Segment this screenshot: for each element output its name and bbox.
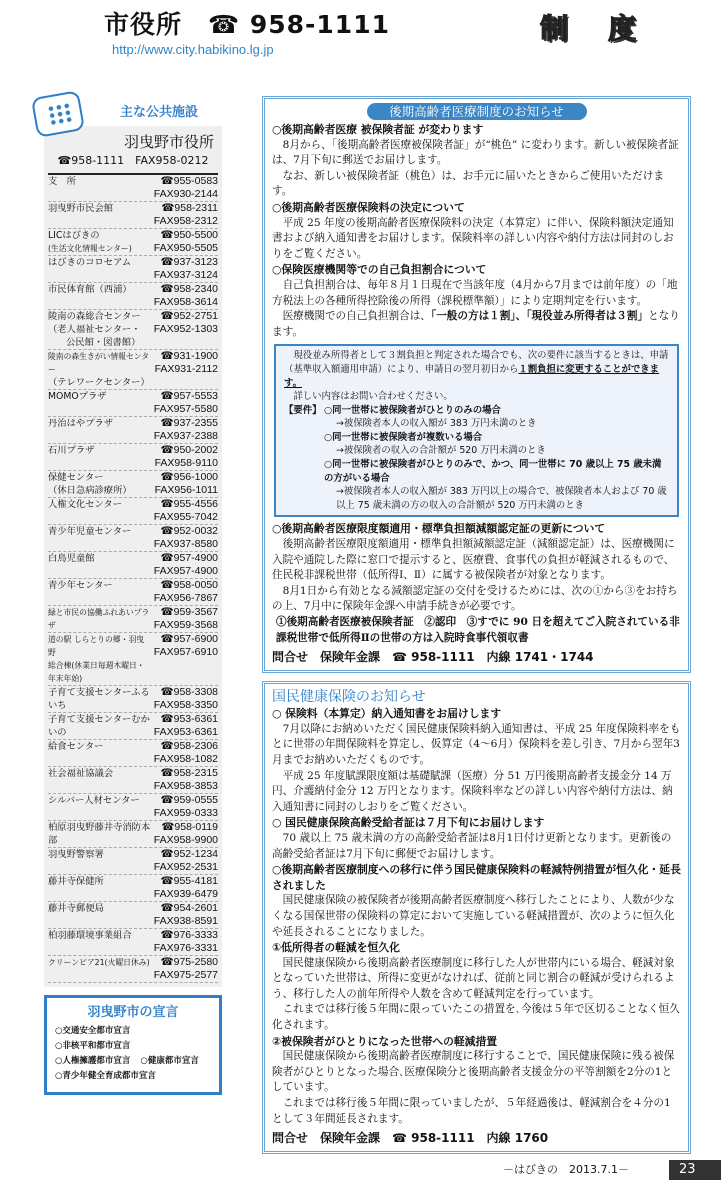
city-hall-phone: 市役所 ☎ 958-1111 xyxy=(104,10,390,39)
tel-number: ☎955-0583 xyxy=(160,175,218,187)
facility-name-line: 総合棟(休業日毎週木曜日・年末年始) xyxy=(48,661,145,683)
declaration-item: ○青少年健全育成都市宣言 xyxy=(55,1071,156,1081)
paragraph: 8月から、「後期高齢者医療被保険者証」が“桃色” に変わります。新しい被保険者証は、7月下旬に郵送でお届けします。 xyxy=(272,138,679,167)
facility-row xyxy=(48,848,218,875)
facility-row xyxy=(48,498,218,525)
facility-name xyxy=(48,902,151,928)
facility-name xyxy=(48,417,151,443)
facility-name-line: シルバー人材センター xyxy=(48,795,140,806)
fax-number: FAX937-2388 xyxy=(153,430,218,442)
fax-number: FAX939-6479 xyxy=(153,888,218,900)
facility-name xyxy=(48,633,151,685)
fax-number: FAX952-1303 xyxy=(153,323,218,335)
fax-number: FAX952-2531 xyxy=(153,861,218,873)
text: となります。 xyxy=(272,310,680,338)
facility-name-line: 給食センター xyxy=(48,741,104,752)
facility-name xyxy=(48,229,151,255)
tel-number: ☎953-6361 xyxy=(160,713,218,725)
paragraph: 詳しい内容はお問い合わせください。 xyxy=(293,391,453,403)
section-heading: ○ 保険料（本算定）納入通知書をお届けします xyxy=(272,707,502,721)
tel-number: ☎952-2751 xyxy=(160,310,218,322)
city-hall-numbers: ☎958-1111 FAX958-0212 xyxy=(48,152,218,175)
facility-name-line: 柏原羽曳野藤井寺消防本部 xyxy=(48,822,151,846)
fax-number: FAX958-3350 xyxy=(153,699,218,711)
facility-row xyxy=(48,175,218,202)
page-number: 23 xyxy=(669,1160,721,1180)
facility-name-line: 羽曳野市民会館 xyxy=(48,203,114,214)
sidebar-title: 主な公共施設 xyxy=(120,105,199,120)
facility-name xyxy=(48,390,151,416)
tel-number: ☎931-1900 xyxy=(160,350,218,362)
fax-number: FAX958-3853 xyxy=(153,780,218,792)
facility-name xyxy=(48,875,151,901)
facility-name xyxy=(48,686,151,712)
facility-row xyxy=(48,350,218,390)
section-heading: ○保険医療機関等での自己負担割合について xyxy=(272,263,487,277)
facility-name xyxy=(48,552,151,578)
tel-number: ☎956-1000 xyxy=(160,471,218,483)
facility-name-line: 保健センター xyxy=(48,472,104,483)
declaration-item: ○交通安全都市宣言 xyxy=(55,1026,131,1036)
tel-number: ☎937-2355 xyxy=(160,417,218,429)
tel-number: ☎952-1234 xyxy=(160,848,218,860)
facility-name-line: 白鳥児童館 xyxy=(48,553,95,564)
facility-name-line: （休日急病診療所） xyxy=(48,485,132,496)
tel-number: ☎955-4556 xyxy=(160,498,218,510)
requirement: ○同一世帯に被保険者が複数いる場合 xyxy=(324,431,483,443)
facility-name xyxy=(48,848,151,874)
fax-number: FAX937-3124 xyxy=(153,269,218,281)
right-column xyxy=(262,96,696,1180)
facility-name xyxy=(48,767,151,793)
facility-name xyxy=(48,498,151,524)
tel-number: ☎937-3123 xyxy=(160,256,218,268)
facility-row xyxy=(48,444,218,471)
requirement: ○同一世帯に被保険者がひとりのみの場合 xyxy=(324,404,501,416)
facility-row xyxy=(48,606,218,633)
facility-row xyxy=(48,229,218,256)
telephone-icon xyxy=(31,90,85,138)
fax-number: FAX958-9900 xyxy=(153,834,218,846)
tel-number: ☎958-3308 xyxy=(160,686,218,698)
facility-name xyxy=(48,740,151,766)
text: 現役並み所得者として３割負担と判定された場合でも、次の要件に該当するときは、申請（基準収入額適用申請）により、申請日の翌月初日から xyxy=(284,350,669,375)
facility-name-line: 支 所 xyxy=(48,176,76,187)
facility-row xyxy=(48,956,218,983)
facility-name xyxy=(48,579,151,605)
facility-name-line: 子育て支援センターむかいの xyxy=(48,714,150,738)
fax-number: FAX930-2144 xyxy=(153,188,218,200)
facility-row xyxy=(48,256,218,283)
city-url-link[interactable]: http://www.city.habikino.lg.jp xyxy=(112,42,274,57)
contact-info: 問合せ 保険年金課 ☎ 958-1111 内線 1741・1744 xyxy=(272,650,594,665)
national-health-insurance-notice xyxy=(262,681,691,1154)
required-items: ①後期高齢者医療被保険者証 ②認印 ③すでに 90 日を超えてご入院されている非課税世帯で低所得Ⅱの世帯の方は入院時食事代領収書 xyxy=(276,616,680,644)
tel-number: ☎958-2340 xyxy=(160,283,218,295)
paragraph xyxy=(284,349,669,390)
tel-number: ☎958-2315 xyxy=(160,767,218,779)
facility-name xyxy=(48,606,151,632)
fax-number: FAX958-1082 xyxy=(153,753,218,765)
facility-name-line: 石川プラザ xyxy=(48,445,95,456)
facility-row xyxy=(48,821,218,848)
declarations-title: 羽曳野市の宣言 xyxy=(87,1005,179,1020)
facility-row xyxy=(48,633,218,686)
emphasis: 「一般の方は１割」、「現役並み所得者は３割」 xyxy=(430,310,649,323)
facility-name-line: 青少年児童センター xyxy=(48,526,132,537)
declaration-item: ○健康都市宣言 xyxy=(140,1056,199,1066)
facility-name-line: 陵南の森生きがい情報センター xyxy=(48,352,150,374)
fax-number: FAX957-4900 xyxy=(153,565,218,577)
paragraph: 70 歳以上 75 歳未満の方の高齢受給者証は8月1日付け更新となります。更新後の高齢受給者証は7月下旬に郵便でお届けします。 xyxy=(272,831,672,860)
late-elderly-medical-notice xyxy=(262,96,691,673)
requirement: ○同一世帯に被保険者がひとりのみで、かつ、同一世帯に 70 歳以上 75 歳未満の方がいる場合 xyxy=(324,459,662,484)
paragraph: これまでは移行後５年間に限っていましたが、５年経過後は、軽減割合を４分の1として３年間延長されます。 xyxy=(272,1097,671,1125)
tel-number: ☎954-2601 xyxy=(160,902,218,914)
facility-list xyxy=(48,175,218,983)
facility-name xyxy=(48,929,151,955)
facility-name-line: 羽曳野警察署 xyxy=(48,849,104,860)
emphasis: １割負担に変更することができます。 xyxy=(284,363,660,389)
issue-date: －はびきの 2013.7.1－ xyxy=(503,1163,629,1177)
paragraph: 平成 25 年度の後期高齢者医療保険料の決定（本算定）に伴い、保険料額決定通知書および納入通知書をお届けします。保険料率の詳しい内容や納付方法は同封のしおりをご覧ください。 xyxy=(272,216,674,260)
fax-number: FAX957-5580 xyxy=(153,403,218,415)
facility-name xyxy=(48,794,151,820)
declarations-box xyxy=(44,995,222,1095)
fax-number: FAX955-7042 xyxy=(153,511,218,523)
paragraph: 国民健康保険から後期高齢者医療制度に移行した人が世帯内にいる場合、軽減対象となっていた世帯は、所得に変更がなければ、従前と同じ割合の軽減が受けられるよう、移行した人の前年所得や人数を含めて軽減判定を行っています。 xyxy=(272,956,675,1000)
facility-name xyxy=(48,256,151,282)
facility-row xyxy=(48,794,218,821)
fax-number: FAX959-3568 xyxy=(153,619,218,631)
fax-number: FAX958-2312 xyxy=(153,215,218,227)
facility-name xyxy=(48,202,151,228)
paragraph: なお、新しい被保険者証（桃色）は、お手元に届いたときからご使用いただけます。 xyxy=(272,169,664,198)
page-footer xyxy=(262,1160,721,1180)
fax-number: FAX931-2112 xyxy=(154,363,218,375)
paragraph: 後期高齢者医療限度額適用・標準負担額減額認定証（減額認定証）は、医療機関に入院や通院した際に窓口で提示すると、医療費、食事代の負担が軽減されるもので、住民税非課税世帯（低所得Ⅰ、Ⅱ）に属する被保険者が対象となります。 xyxy=(272,538,675,582)
fax-number: FAX950-5505 xyxy=(153,242,218,254)
fax-number: FAX958-9110 xyxy=(154,457,218,469)
facility-name-line: 柏羽藤環境事業組合 xyxy=(48,930,132,941)
facility-row xyxy=(48,579,218,606)
fax-number: FAX957-6910 xyxy=(153,646,218,658)
fax-number: FAX956-7867 xyxy=(153,592,218,604)
facility-name-line: 藤井寺保健所 xyxy=(48,876,104,887)
fax-number: FAX938-8591 xyxy=(153,915,218,927)
tel-number: ☎950-5500 xyxy=(160,229,218,241)
tel-number: ☎955-4181 xyxy=(160,875,218,887)
facility-name xyxy=(48,175,151,201)
tel-number: ☎958-0119 xyxy=(161,821,218,833)
facility-name xyxy=(48,821,151,847)
tel-number: ☎957-5553 xyxy=(160,390,218,402)
facility-name-line: 藤井寺郵便局 xyxy=(48,903,104,914)
tel-number: ☎957-6900 xyxy=(160,633,218,645)
facility-name-line: 子育て支援センターふるいち xyxy=(48,687,150,711)
facility-name-line: クリーンピア21(火曜日休み) xyxy=(48,958,150,967)
facility-name-line: LICはびきの xyxy=(48,230,100,241)
tel-number: ☎958-0050 xyxy=(160,579,218,591)
section-heading: ○後期高齢者医療保険料の決定について xyxy=(272,200,465,214)
facility-row xyxy=(48,417,218,444)
facility-row xyxy=(48,202,218,229)
facility-row xyxy=(48,875,218,902)
tel-number: ☎957-4900 xyxy=(160,552,218,564)
facility-name-line: 市民体育館（西浦） xyxy=(48,284,132,295)
facility-row xyxy=(48,310,218,350)
paragraph xyxy=(272,309,681,340)
tel-number: ☎950-2002 xyxy=(160,444,218,456)
facility-row xyxy=(48,902,218,929)
paragraph: 国民健康保険の被保険者が後期高齢者医療制度へ移行したことにより、人数が少なくなる国保世帯の保険料の算定において実施している軽減措置が、次のように恒久化や延長されることになりました。 xyxy=(272,894,675,938)
facility-name xyxy=(48,525,151,551)
facility-name-line: MOMOプラザ xyxy=(48,391,107,402)
facility-name-line: 社会福祉協議会 xyxy=(48,768,114,779)
facility-name xyxy=(48,956,151,982)
fax-number: FAX937-8580 xyxy=(153,538,218,550)
section-category: 制度 xyxy=(540,12,677,45)
paragraph: 8月1日から有効となる減額認定証の交付を受けるためには、次の①から③をお持ちの上、7月中に保険年金課へ申請手続きが必要です。 xyxy=(272,584,678,613)
facility-row xyxy=(48,525,218,552)
tel-number: ☎959-0555 xyxy=(160,794,218,806)
facility-name xyxy=(48,310,151,349)
facility-name-line: （老人福祉センター・ xyxy=(48,324,141,335)
facility-name xyxy=(48,283,151,309)
facility-name-line: 丹治はやプラザ xyxy=(48,418,114,429)
requirements-label: 【要件】 xyxy=(284,404,322,416)
facility-row xyxy=(48,686,218,713)
section-heading: ○ 国民健康保険高齢受給者証は７月下旬にお届けします xyxy=(272,816,545,830)
section-heading: ①低所得者の軽減を恒久化 xyxy=(272,941,400,955)
fax-number: FAX953-6361 xyxy=(153,726,218,738)
notice-title: 後期高齢者医療制度のお知らせ xyxy=(367,103,587,120)
facility-row xyxy=(48,283,218,310)
facility-name xyxy=(48,471,152,497)
facility-row xyxy=(48,767,218,794)
facility-name-line: 公民館・図書館） xyxy=(66,337,141,348)
facility-name xyxy=(48,713,151,739)
facility-name xyxy=(48,350,152,389)
fax-number: FAX959-0333 xyxy=(153,807,218,819)
tel-number: ☎958-2311 xyxy=(161,202,218,214)
declaration-item: ○人権擁護都市宣言 xyxy=(55,1056,131,1066)
tel-number: ☎959-3567 xyxy=(160,606,218,618)
paragraph: 自己負担割合は、毎年８月１日現在で当該年度（4月から7月までは前年度）の「地方税法上の各種所得控除後の所得（課税標準額）」により定期判定を行います。 xyxy=(272,278,678,307)
public-facilities-sidebar xyxy=(44,100,222,1095)
notice-title: 国民健康保険のお知らせ xyxy=(272,689,426,706)
section-heading: ○後期高齢者医療制度への移行に伴う国民健康保険料の軽減特例措置が恒久化・延長されました xyxy=(272,863,681,892)
facility-name-line: 道の駅 しらとりの郷・羽曳野 xyxy=(48,635,145,657)
fax-number: FAX956-1011 xyxy=(154,484,218,496)
section-heading: ②被保険者がひとりになった世帯への軽減措置 xyxy=(272,1034,498,1048)
requirements-box xyxy=(274,344,679,517)
fax-number: FAX975-2577 xyxy=(153,969,218,981)
facility-name xyxy=(48,444,152,470)
tel-number: ☎975-2580 xyxy=(160,956,218,968)
fax-number: FAX976-3331 xyxy=(153,942,218,954)
facility-name-line: はびきのコロセアム xyxy=(48,257,132,268)
section-heading: ○後期高齢者医療限度額適用・標準負担額減額認定証の更新について xyxy=(272,522,606,536)
requirement-detail: →被保険者本人の収入額が 383 万円未満のとき xyxy=(336,418,537,430)
declaration-item: ○非核平和都市宣言 xyxy=(55,1041,131,1051)
requirement-detail: →被保険者の収入の合計額が 520 万円未満のとき xyxy=(336,445,546,457)
facility-name-line: 陵南の森総合センター xyxy=(48,311,141,322)
facility-row xyxy=(48,929,218,956)
tel-number: ☎952-0032 xyxy=(160,525,218,537)
tel-number: ☎976-3333 xyxy=(160,929,218,941)
text: 医療機関での自己負担割合は、 xyxy=(282,310,431,323)
facility-name-line: (生活文化情報センター) xyxy=(48,244,132,253)
paragraph: 7月以降にお納めいただく国民健康保険料納入通知書は、平成 25 年度保険料率をもとに世帯の年間保険料を算定し、仮算定（4～6月）保険料を差し引き、7月から翌年3月までお納めいただくものです。 xyxy=(272,722,681,766)
facility-row xyxy=(48,740,218,767)
city-hall-name: 羽曳野市役所 xyxy=(123,133,214,151)
facility-row xyxy=(48,713,218,740)
requirement-detail: →被保険者本人の収入額が 383 万円以上の場合で、被保険者本人および 70 歳以上 75 歳未満の方の収入の合計額が 520 万円未満のとき xyxy=(336,486,667,511)
section-heading: ○後期高齢者医療 被保険者証 が変わります xyxy=(272,123,484,136)
facility-row xyxy=(48,390,218,417)
paragraph: これまでは移行後５年間に限っていたこの措置を､今後は５年で区切ることなく恒久化されます。 xyxy=(272,1003,680,1032)
fax-number: FAX958-3614 xyxy=(153,296,218,308)
facility-name-line: 人権文化センター xyxy=(48,499,123,510)
facility-name-line: （テレワークセンター） xyxy=(48,377,150,388)
facility-row xyxy=(48,552,218,579)
facility-name-line: 青少年センター xyxy=(48,580,113,591)
facility-name-line: 緑と市民の協働ふれあいプラザ xyxy=(48,608,150,630)
facility-row xyxy=(48,471,218,498)
tel-number: ☎958-2306 xyxy=(160,740,218,752)
paragraph: 平成 25 年度賦課限度額は基礎賦課（医療）分 51 万円後期高齢者支援金分 14 万円、介護納付金分 12 万円となります。保険料率などの詳しい内容や納付方法は、納入通知書に同封のしおりをご覧ください。 xyxy=(272,769,673,813)
contact-info: 問合せ 保険年金課 ☎ 958-1111 内線 1760 xyxy=(272,1131,549,1146)
paragraph: 国民健康保険から後期高齢者医療制度に移行することで、国民健康保険に残る被保険者がひとりとなった場合､医療保険分と後期高齢者支援金分の平等割額を2分の1としています。 xyxy=(272,1050,675,1094)
